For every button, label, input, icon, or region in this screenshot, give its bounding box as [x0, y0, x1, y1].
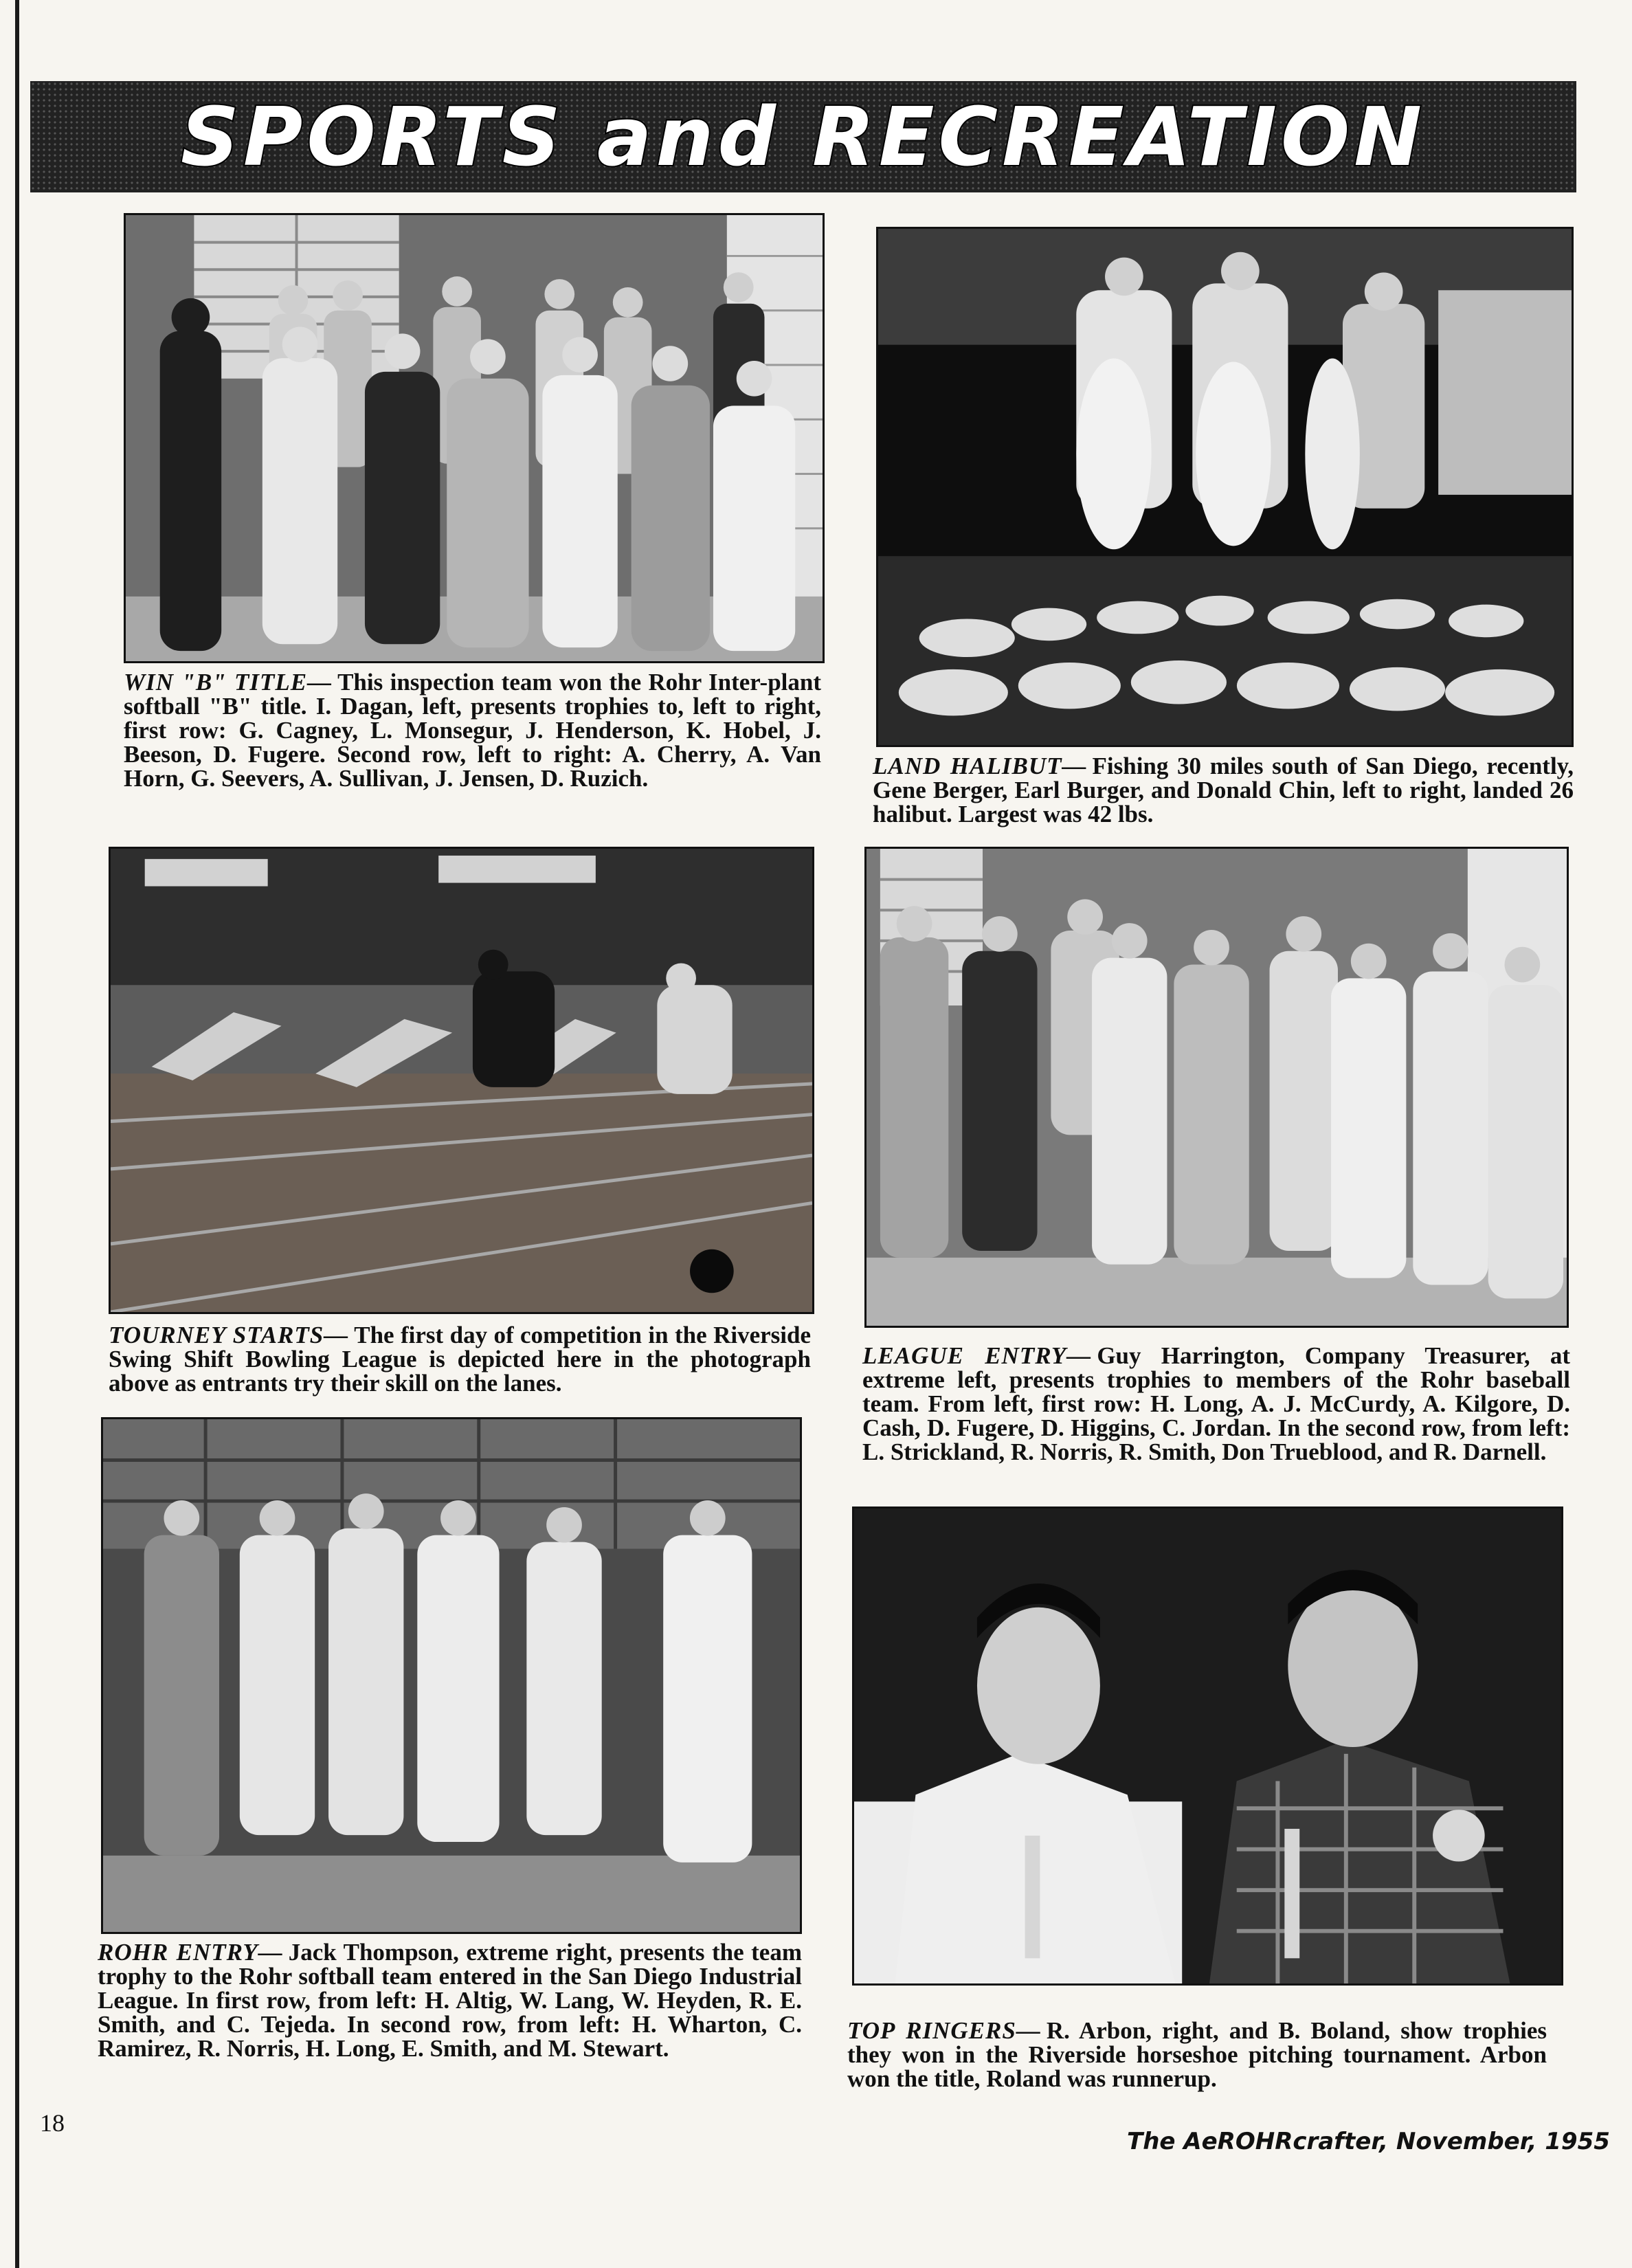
caption-body: This inspection team won the Rohr Inter-plant softball "B" title. I. Dagan, left, presents trophies to, left to right, first row: G. Cagney, L. Monsegur, J. Henderson, K. Hobel, J. Beeson, D. Fugere. Second row, left to right: A. Cherry, A. Van Horn, G. Seevers, A. Sullivan, J. Jensen, D. Ruzich.	[124, 669, 821, 792]
caption-rohr-entry	[98, 1940, 802, 2060]
photo-bowling-lanes	[109, 847, 814, 1314]
caption-tourney-starts	[109, 1323, 811, 1395]
photo-halibut-catch	[876, 227, 1574, 747]
page-number: 18	[40, 2109, 65, 2137]
magazine-issue-line: The AeROHRcrafter, November, 1955	[1127, 2128, 1610, 2155]
caption-headline: LEAGUE ENTRY—	[862, 1342, 1092, 1369]
caption-headline: TOP RINGERS—	[847, 2017, 1041, 2044]
caption-land-halibut	[873, 754, 1574, 826]
page-edge-rule	[15, 0, 19, 2268]
caption-headline: WIN "B" TITLE—	[124, 669, 333, 696]
photo-horseshoe-winners	[852, 1507, 1563, 1986]
photo-rohr-softball-team	[101, 1417, 802, 1934]
caption-headline: TOURNEY STARTS—	[109, 1322, 349, 1348]
photo-baseball-team	[864, 847, 1569, 1328]
section-banner	[30, 81, 1576, 192]
caption-body: Guy Harrington, Company Treasurer, at extreme left, presents trophies to members of the Rohr baseball team. From left, first row: H. Long, A. J. McCurdy, A. Kilgore, D. Cash, D. Fugere, D. Higgins, C. Jordan. In the second row, from left: L. Strickland, R. Norris, R. Smith, Don Trueblood, and R. Darnell.	[862, 1342, 1570, 1465]
caption-headline: ROHR ENTRY—	[98, 1939, 283, 1966]
caption-body: Jack Thompson, extreme right, presents the team trophy to the Rohr softball team entered in the San Diego Industrial League. In first row, from left: H. Altig, W. Lang, W. Heyden, R. E. Smith, and C. Tejeda. In second row, from left: H. Wharton, C. Ramirez, R. Norris, H. Long, E. Smith, and M. Stewart.	[98, 1939, 802, 2062]
caption-body: Fishing 30 miles south of San Diego, recently, Gene Berger, Earl Burger, and Donald Chin, left to right, landed 26 halibut. Largest was 42 lbs.	[873, 753, 1574, 827]
caption-win-b-title	[124, 670, 821, 790]
section-title: SPORTS and RECREATION	[180, 89, 1427, 184]
caption-body: The first day of competition in the Riverside Swing Shift Bowling League is depicted here in the photograph above as entrants try their skill on the lanes.	[109, 1322, 811, 1397]
photo-softball-team	[124, 213, 825, 663]
caption-headline: LAND HALIBUT—	[873, 753, 1087, 779]
caption-top-ringers	[847, 2019, 1547, 2091]
caption-league-entry	[862, 1344, 1570, 1464]
caption-body: R. Arbon, right, and B. Boland, show trophies they won in the Riverside horseshoe pitching tournament. Arbon won the title, Roland was runnerup.	[847, 2017, 1547, 2092]
